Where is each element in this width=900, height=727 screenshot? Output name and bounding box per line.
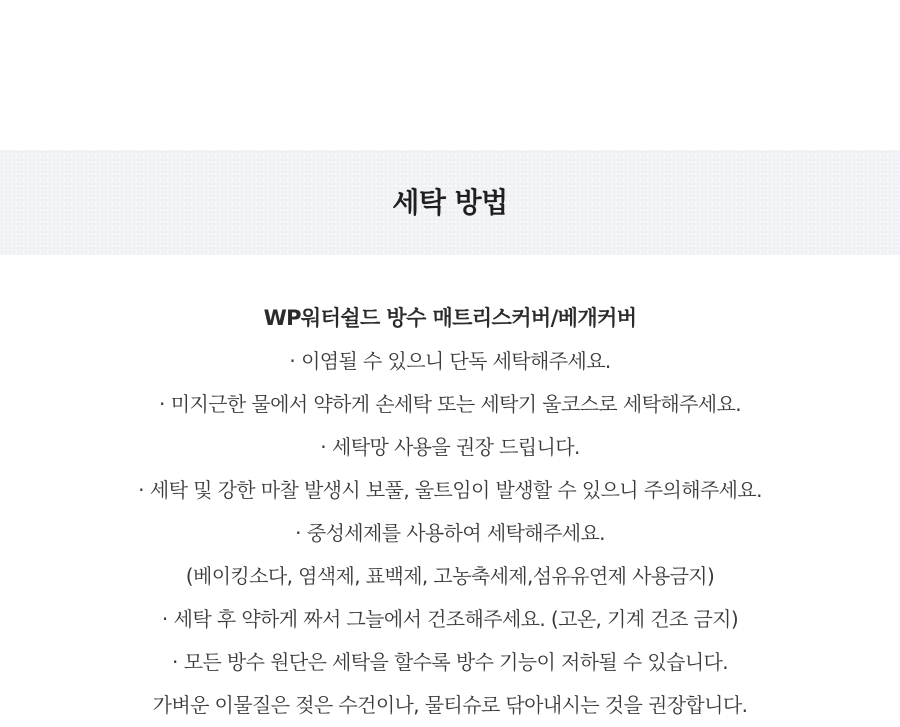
care-line bbox=[0, 383, 900, 426]
bullet-dot: · bbox=[295, 521, 301, 545]
care-line-text: 모든 방수 원단은 세탁을 할수록 방수 기능이 저하될 수 있습니다. bbox=[183, 650, 729, 674]
care-line-note bbox=[0, 555, 900, 598]
care-line-text: 이염될 수 있으니 단독 세탁해주세요. bbox=[301, 349, 611, 373]
bullet-dot: · bbox=[138, 478, 144, 502]
care-line bbox=[0, 426, 900, 469]
care-line-text: 세탁 및 강한 마찰 발생시 보풀, 울트임이 발생할 수 있으니 주의해주세요. bbox=[149, 478, 762, 502]
section-header-band bbox=[0, 150, 900, 255]
bullet-dot: · bbox=[171, 650, 178, 674]
care-line bbox=[0, 512, 900, 555]
section-title: 세탁 방법 bbox=[392, 185, 508, 219]
bullet-dot: · bbox=[320, 435, 327, 459]
bullet-dot: · bbox=[289, 349, 296, 373]
bullet-dot: · bbox=[161, 607, 168, 631]
care-line bbox=[0, 340, 900, 383]
care-line-text: 미지근한 물에서 약하게 손세탁 또는 세탁기 울코스로 세탁해주세요. bbox=[170, 392, 741, 416]
care-line-text: 세탁 후 약하게 짜서 그늘에서 건조해주세요. (고온, 기계 건조 금지) bbox=[173, 607, 739, 631]
care-line-text: 세탁망 사용을 권장 드립니다. bbox=[332, 435, 580, 459]
care-line-text: 가벼운 이물질은 젖은 수건이나, 물티슈로 닦아내시는 것을 권장합니다. bbox=[152, 693, 748, 717]
top-blank-area bbox=[0, 0, 900, 150]
care-line-text: (베이킹소다, 염색제, 표백제, 고농축세제,섬유유연제 사용금지) bbox=[185, 564, 715, 588]
care-line-note bbox=[0, 684, 900, 727]
product-name: WP워터쉴드 방수 매트리스커버/베개커버 bbox=[263, 306, 637, 330]
care-instruction-list bbox=[0, 340, 900, 727]
care-line-text: 중성세제를 사용하여 세탁해주세요. bbox=[306, 521, 605, 545]
care-line bbox=[0, 641, 900, 684]
care-instructions bbox=[0, 297, 900, 727]
care-line bbox=[0, 598, 900, 641]
bullet-dot: · bbox=[159, 392, 165, 416]
care-line bbox=[0, 469, 900, 512]
